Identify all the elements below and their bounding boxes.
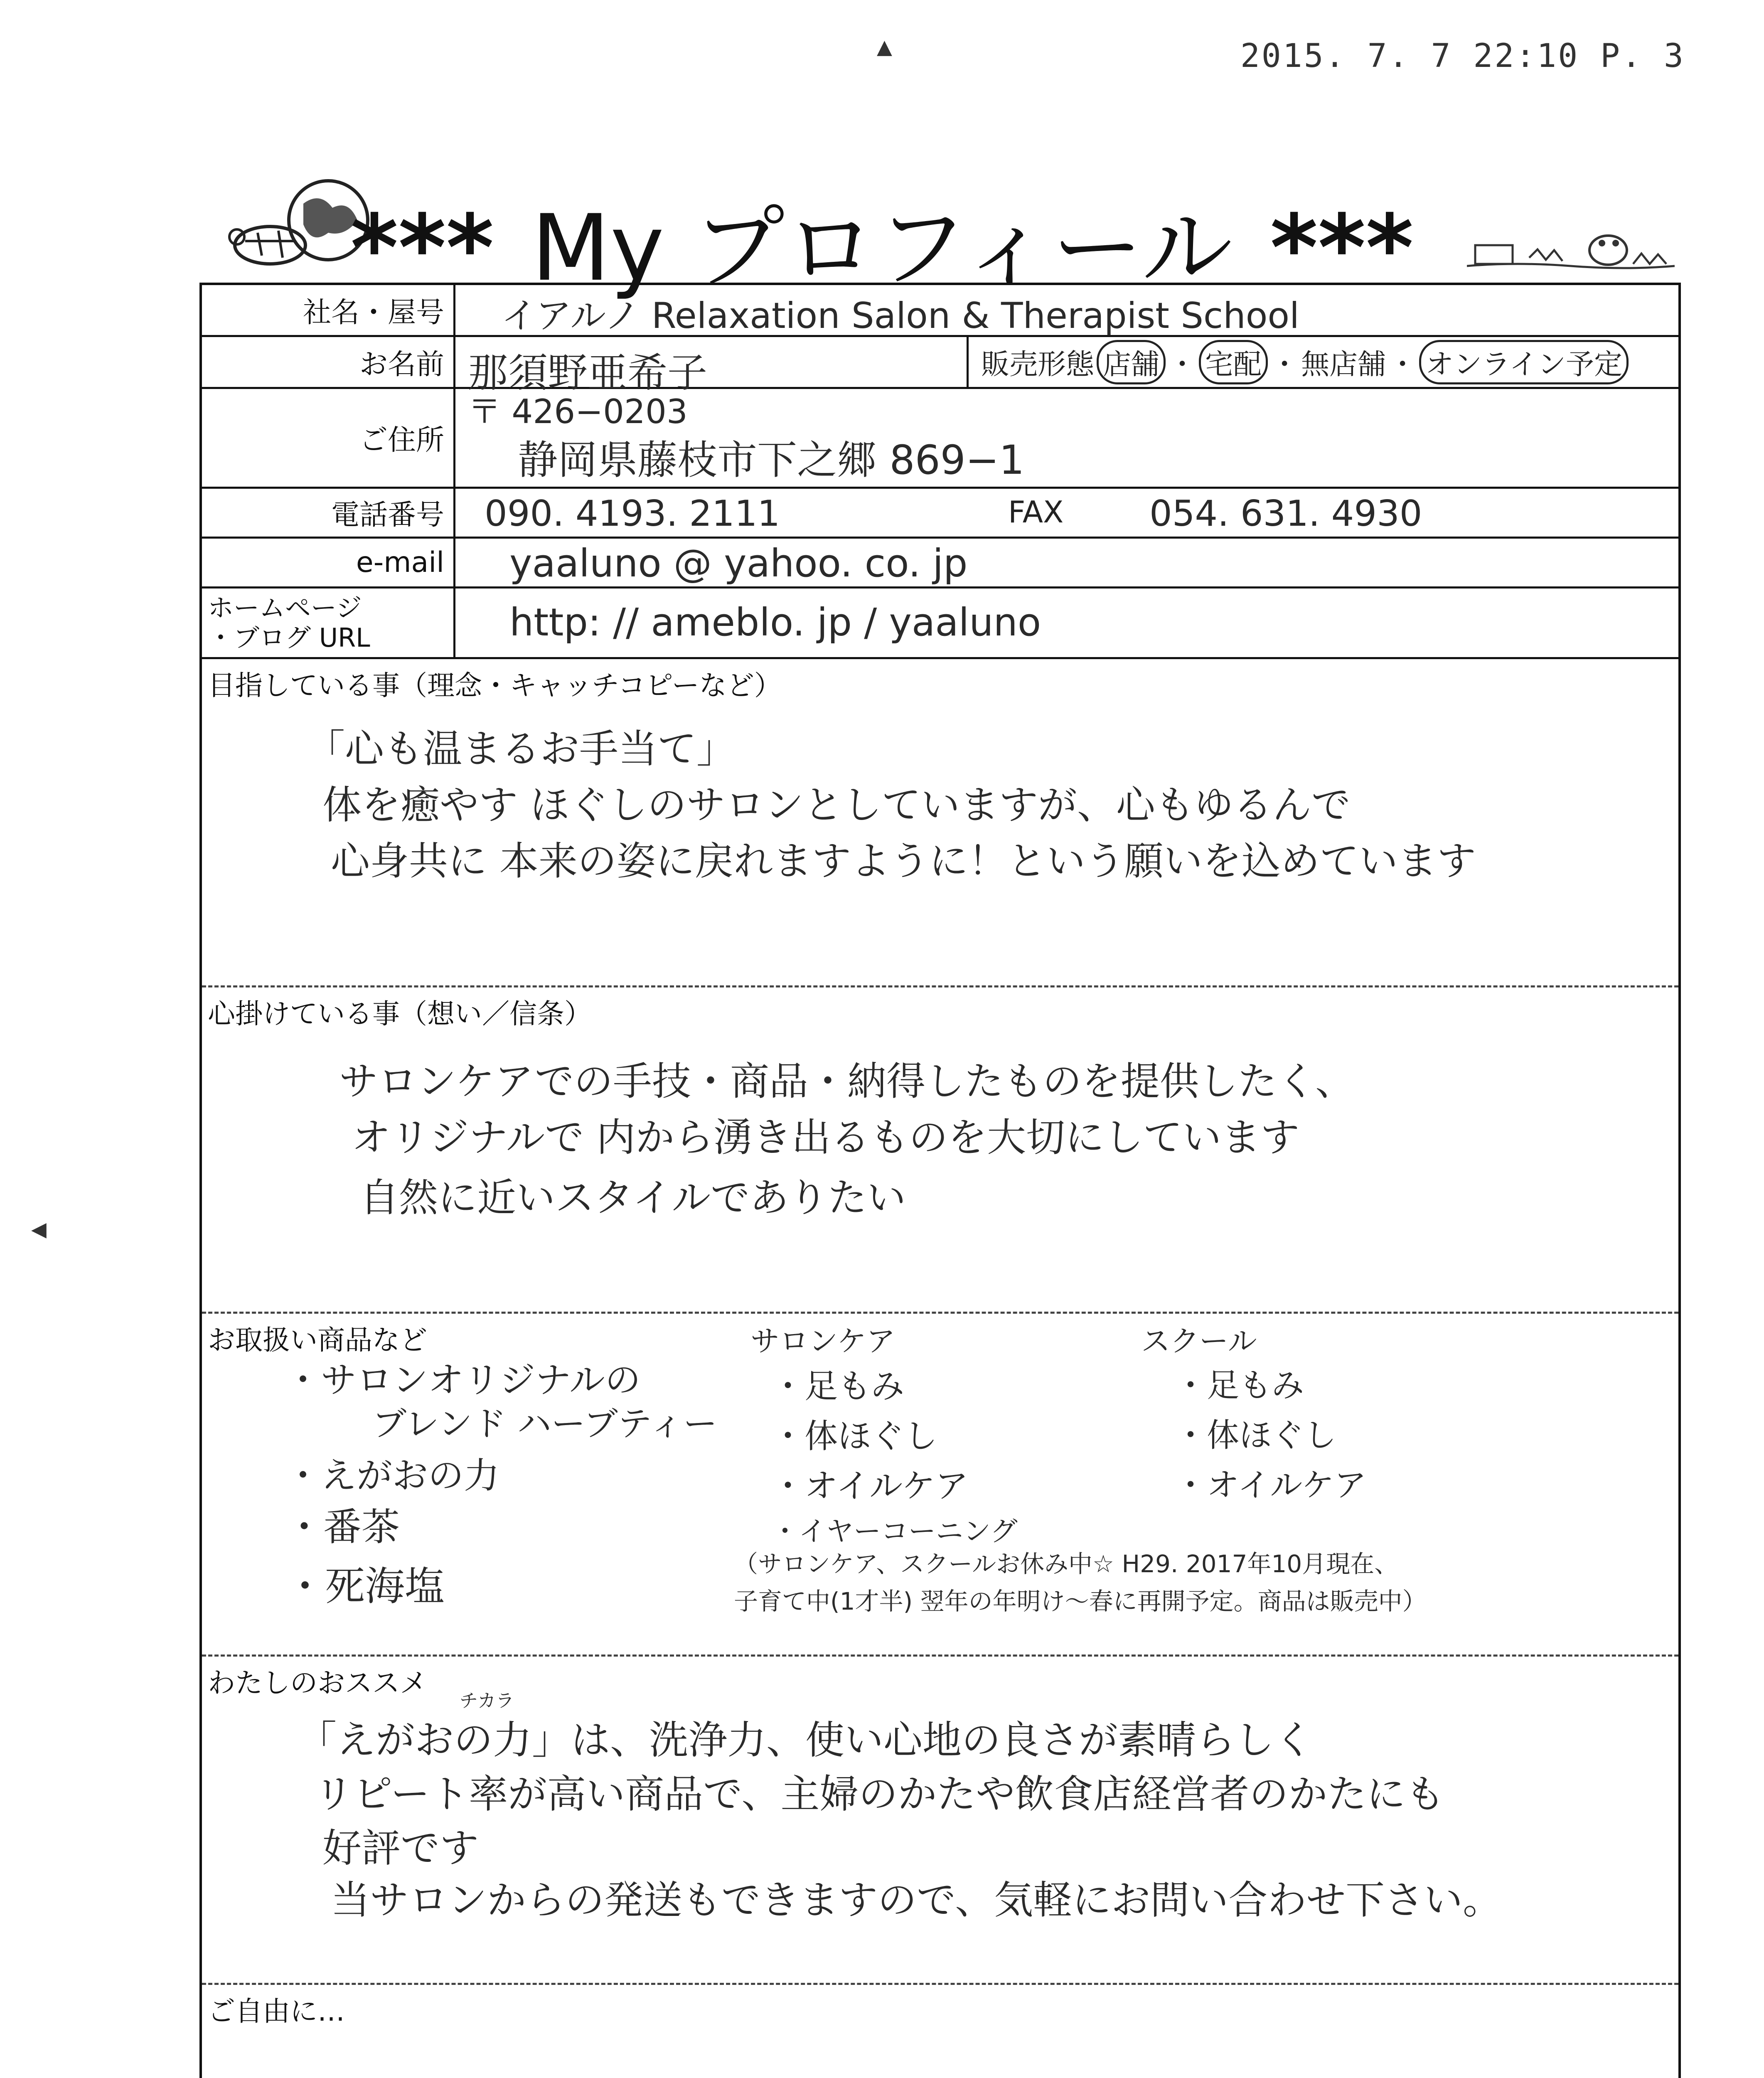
sales-online-checkbox[interactable]: オンライン予定	[1419, 340, 1629, 384]
sales-sep: ・	[1388, 348, 1417, 381]
section-recommend	[202, 1657, 1678, 1985]
recommend-line: リピート率が高い商品で、主婦のかたや飲食店経営者のかたにも	[314, 1772, 1445, 1817]
school-item: ・オイルケア	[1174, 1467, 1367, 1504]
section-products-title: お取扱い商品など	[208, 1324, 427, 1356]
school-item: ・体ほぐし	[1174, 1417, 1337, 1454]
recommend-line: 好評です	[322, 1826, 479, 1871]
product-item: ブレンド ハーブティー	[372, 1404, 718, 1444]
section-products	[202, 1314, 1678, 1657]
salon-care-item: ・足もみ	[771, 1367, 904, 1406]
recommend-ruby: チカラ	[460, 1690, 514, 1711]
section-free-title: ご自由に…	[208, 1995, 345, 2027]
salon-care-item: ・体ほぐし	[771, 1417, 937, 1455]
label-company: 社名・屋号	[202, 285, 455, 335]
value-company: イアルノ Relaxation Salon & Therapist School	[501, 295, 1299, 337]
value-address: 静岡県藤枝市下之郷 869−1	[518, 437, 1025, 483]
section-free	[202, 1985, 1678, 2078]
salon-care-item: ・オイルケア	[771, 1467, 969, 1505]
value-fax: 054. 631. 4930	[1149, 493, 1422, 534]
value-email: yaaluno @ yahoo. co. jp	[509, 541, 968, 586]
triangle-left-icon: ◀	[31, 1218, 47, 1241]
profile-form	[199, 283, 1681, 2078]
value-url: http: // ameblo. jp / yaaluno	[509, 600, 1041, 645]
title-stars-left: ***	[350, 195, 494, 301]
label-name: お名前	[202, 337, 455, 387]
row-address	[202, 389, 1678, 489]
label-url-line1: ホームページ	[208, 593, 362, 623]
recommend-line: 当サロンからの発送もできますので、気軽にお問い合わせ下さい。	[331, 1878, 1502, 1923]
fax-header: 2015. 7. 7 22:10 P. 3	[1240, 37, 1685, 75]
sales-store-checkbox[interactable]: 店舗	[1097, 340, 1166, 384]
product-item: ・番茶	[285, 1505, 400, 1549]
section-recommend-title: わたしのおススメ	[208, 1667, 427, 1699]
salon-care-title: サロンケア	[750, 1324, 896, 1358]
label-fax: FAX	[1008, 495, 1064, 529]
value-phone: 090. 4193. 2111	[485, 493, 780, 534]
sales-no-store-checkbox[interactable]: 無店舗	[1301, 348, 1386, 381]
triangle-up-icon: ▲	[877, 35, 892, 59]
product-item: ・サロンオリジナルの	[285, 1359, 641, 1401]
school-item: ・足もみ	[1174, 1367, 1304, 1404]
label-address: ご住所	[202, 389, 455, 487]
recommend-line: 「えがおの力」は、洗浄力、使い心地の良さが素晴らしく	[298, 1718, 1314, 1763]
row-url	[202, 588, 1678, 659]
product-item: ・死海塩	[285, 1563, 445, 1610]
goal-line: 「心も温まるお手当て」	[306, 726, 736, 772]
school-title: スクール	[1141, 1324, 1257, 1358]
row-name	[202, 337, 1678, 396]
belief-line: オリジナルで 内から湧き出るものを大切にしています	[352, 1115, 1300, 1160]
row-email	[202, 539, 1678, 588]
row-company	[202, 285, 1678, 337]
label-url	[202, 588, 455, 657]
title-main: My プロフィール	[531, 195, 1233, 301]
sales-sep: ・	[1270, 348, 1299, 381]
belief-line: サロンケアでの手技・商品・納得したものを提供したく、	[339, 1059, 1355, 1104]
section-belief-title: 心掛けている事（想い／信条）	[208, 998, 592, 1030]
sales-delivery-checkbox[interactable]: 宅配	[1199, 340, 1268, 384]
label-sales: 販売形態	[981, 348, 1095, 381]
label-url-line2: ・ブログ URL	[208, 622, 370, 653]
salon-care-item: ・イヤーコーニング	[771, 1515, 1018, 1547]
products-note-line2: 子育て中(1才半) 翌年の年明け〜春に再開予定。商品は販売中）	[734, 1587, 1427, 1615]
label-email: e-mail	[202, 539, 455, 586]
label-phone: 電話番号	[202, 489, 455, 537]
section-goal	[202, 659, 1678, 987]
section-belief	[202, 987, 1678, 1314]
goal-line: 心身共に 本来の姿に戻れますように！という願いを込めています	[331, 839, 1476, 884]
goal-line: 体を癒やす ほぐしのサロンとしていますが、心もゆるんで	[322, 783, 1351, 828]
title-stars-right: ***	[1270, 195, 1414, 301]
value-postal: 〒 426−0203	[468, 392, 688, 431]
belief-line: 自然に近いスタイルでありたい	[360, 1175, 906, 1221]
products-note-line1: （サロンケア、スクールお休み中☆ H29. 2017年10月現在、	[734, 1550, 1399, 1578]
sales-cell	[967, 337, 1681, 387]
row-phone	[202, 489, 1678, 539]
section-goal-title: 目指している事（理念・キャッチコピーなど）	[208, 670, 782, 702]
sales-sep: ・	[1168, 348, 1197, 381]
value-name: 那須野亜希子	[468, 350, 707, 396]
product-item: ・えがおの力	[285, 1455, 499, 1497]
